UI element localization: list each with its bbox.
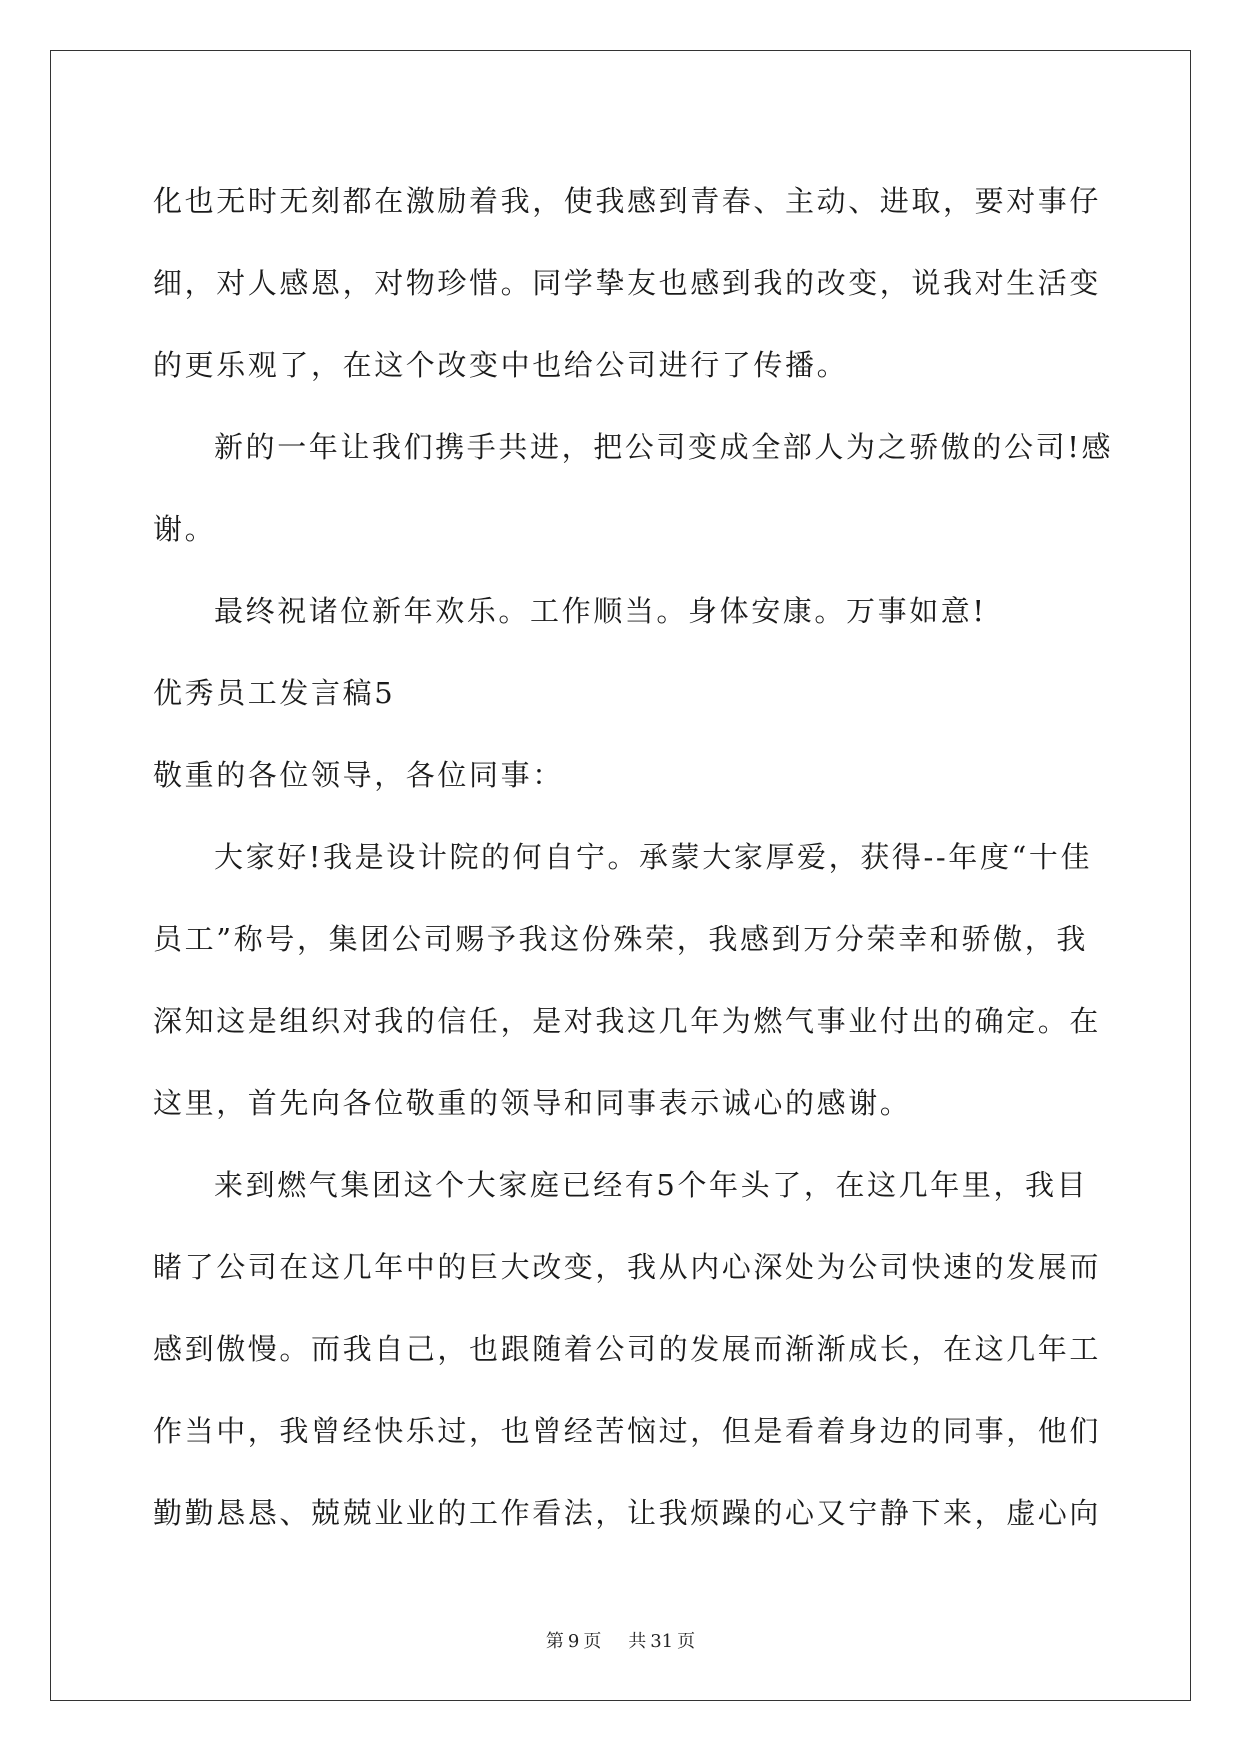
text-line: 谢。: [153, 512, 217, 546]
document-body: [153, 160, 1114, 1554]
text-line: 感到傲慢。而我自己，也跟随着公司的发展而渐渐成长，在这几年工: [153, 1332, 1102, 1366]
page-number: 9: [567, 1631, 580, 1652]
text-line: 勤勤恳恳、兢兢业业的工作看法，让我烦躁的心又宁静下来，虚心向: [153, 1496, 1102, 1530]
text-line: 作当中，我曾经快乐过，也曾经苦恼过，但是看着身边的同事，他们: [153, 1414, 1102, 1448]
text-line: 的更乐观了，在这个改变中也给公司进行了传播。: [153, 348, 849, 382]
text-line: 最终祝诸位新年欢乐。工作顺当。身体安康。万事如意!: [214, 594, 987, 628]
text-line: 这里，首先向各位敬重的领导和同事表示诚心的感谢。: [153, 1086, 912, 1120]
text-line: 新的一年让我们携手共进，把公司变成全部人为之骄傲的公司!感: [214, 430, 1114, 464]
section-heading: 优秀员工发言稿5: [153, 676, 396, 710]
text-line: 睹了公司在这几年中的巨大改变，我从内心深处为公司快速的发展而: [153, 1250, 1102, 1284]
total-pages: 31: [650, 1631, 674, 1652]
salutation: 敬重的各位领导，各位同事：: [153, 758, 564, 792]
total-prefix: 共: [628, 1631, 647, 1652]
text-line: 来到燃气集团这个大家庭已经有5个年头了，在这几年里，我目: [214, 1168, 1089, 1202]
text-line: 化也无时无刻都在激励着我，使我感到青春、主动、进取，要对事仔: [153, 184, 1102, 218]
total-suffix: 页: [677, 1631, 696, 1652]
text-line: 深知这是组织对我的信任，是对我这几年为燃气事业付出的确定。在: [153, 1004, 1102, 1038]
page-prefix: 第: [545, 1631, 564, 1652]
text-line: 员工”称号，集团公司赐予我这份殊荣，我感到万分荣幸和骄傲，我: [153, 922, 1088, 956]
page-suffix: 页: [583, 1631, 602, 1652]
text-line: 细，对人感恩，对物珍惜。同学挚友也感到我的改变，说我对生活变: [153, 266, 1102, 300]
text-line: 大家好!我是设计院的何自宁。承蒙大家厚爱，获得--年度“十佳: [214, 840, 1093, 874]
page-footer: [0, 1627, 1241, 1653]
